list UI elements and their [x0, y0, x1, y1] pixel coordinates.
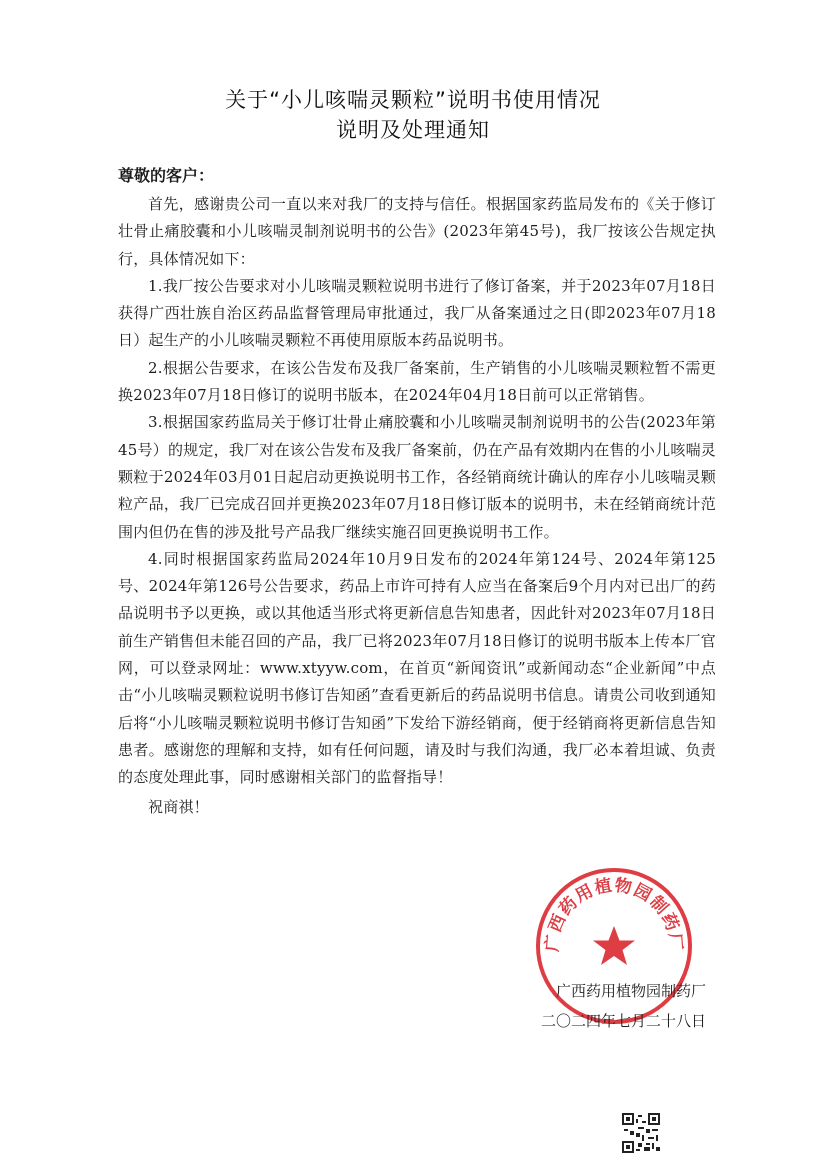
paragraph-item-3: 3.根据国家药监局关于修订壮骨止痛胶囊和小儿咳喘灵制剂说明书的公告(2023年第45号）的规定，我厂对在该公告发布及我厂备案前，仍在产品有效期内在售的小儿咳喘灵颗粒于2024年03月01日起启动更换说明书工作，各经销商统计确认的库存小儿咳喘灵颗粒产品，我厂已完成召回并更换2023年07月18日修订版本的说明书，未在经销商统计范围内但仍在售的涉及批号产品我厂继续实施召回更换说明书工作。 — [118, 413, 716, 541]
paragraph-intro: 首先，感谢贵公司一直以来对我厂的支持与信任。根据国家药监局发布的《关于修订壮骨止痛胶囊和小儿咳喘灵制剂说明书的公告》(2023年第45号)，我厂按该公告规定执行，具体情况如下： — [118, 195, 716, 268]
signature-block — [541, 976, 706, 1036]
document-title-line1: 关于“小儿咳喘灵颗粒”说明书使用情况 — [225, 88, 601, 112]
paragraph-item-4: 4.同时根据国家药监局2024年10月9日发布的2024年第124号、2024年第125号、2024年第126号公告要求，药品上市许可持有人应当在备案后9个月内对已出厂的药品说明书予以更换，或以其他适当形式将更新信息告知患者，因此针对2023年07月18日前生产销售但未能召回的产品，我厂已将2023年07月18日修订的说明书版本上传本厂官网，可以登录网址：www.xtyyw.com，在首页“新闻资讯”或新闻动态“企业新闻”中点击“小儿咳喘灵颗粒说明书修订告知函”查看更新后的药品说明书信息。请贵公司收到通知后将“小儿咳喘灵颗粒说明书修订告知函”下发给下游经销商，便于经销商将更新信息告知患者。感谢您的理解和支持，如有任何问题，请及时与我们沟通，我厂必本着坦诚、负责的态度处理此事，同时感谢相关部门的监督指导！ — [118, 549, 716, 787]
document-body — [118, 191, 716, 821]
seal-star — [593, 926, 635, 965]
paragraph-item-2: 2.根据公告要求，在该公告发布及我厂备案前，生产销售的小儿咳喘灵颗粒暂不需更换2023年07月18日修订的说明书版本，在2024年04月18日前可以正常销售。 — [118, 358, 716, 405]
document-title-line2: 说明及处理通知 — [336, 118, 490, 142]
qr-code-icon — [622, 1113, 660, 1153]
salutation: 尊敬的客户： — [118, 166, 215, 185]
signature-date: 二〇二四年七月二十八日 — [540, 1012, 706, 1030]
seal-text: 广西药用植物园制药厂 — [542, 875, 686, 953]
signature-org: 广西药用植物园制药厂 — [555, 982, 706, 1000]
closing-greeting: 祝商祺！ — [148, 797, 209, 816]
paragraph-item-1: 1.我厂按公告要求对小儿咳喘灵颗粒说明书进行了修订备案，并于2023年07月18日获得广西壮族自治区药品监督管理局审批通过，我厂从备案通过之日(即2023年07月18日）起生产的小儿咳喘灵颗粒不再使用原版本药品说明书。 — [118, 276, 716, 350]
